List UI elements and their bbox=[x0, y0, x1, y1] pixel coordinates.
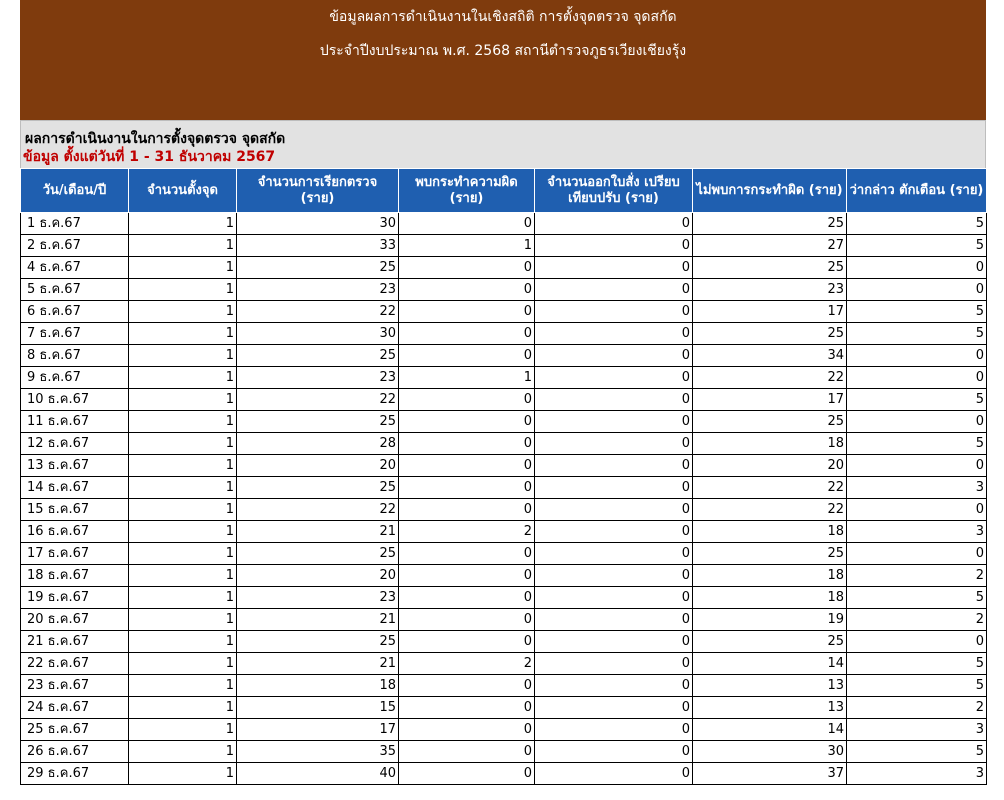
cell-checkpoints[interactable]: 1 bbox=[129, 345, 237, 367]
cell-offenses-found[interactable]: 0 bbox=[399, 741, 535, 763]
cell-fines-issued[interactable]: 0 bbox=[535, 719, 693, 741]
table-row bbox=[21, 521, 987, 543]
cell-no-offense[interactable]: 18 bbox=[693, 521, 847, 543]
cell-warnings[interactable]: 5 bbox=[847, 323, 987, 345]
cell-fines-issued[interactable]: 0 bbox=[535, 433, 693, 455]
cell-date[interactable]: 26 ธ.ค.67 bbox=[21, 741, 129, 763]
cell-date[interactable]: 19 ธ.ค.67 bbox=[21, 587, 129, 609]
cell-fines-issued[interactable]: 0 bbox=[535, 521, 693, 543]
cell-date[interactable]: 14 ธ.ค.67 bbox=[21, 477, 129, 499]
cell-checkpoints[interactable]: 1 bbox=[129, 565, 237, 587]
cell-warnings[interactable]: 5 bbox=[847, 741, 987, 763]
cell-offenses-found[interactable]: 0 bbox=[399, 323, 535, 345]
cell-inspections[interactable]: 20 bbox=[237, 565, 399, 587]
cell-date[interactable]: 16 ธ.ค.67 bbox=[21, 521, 129, 543]
cell-fines-issued[interactable]: 0 bbox=[535, 345, 693, 367]
cell-warnings[interactable]: 3 bbox=[847, 521, 987, 543]
cell-warnings[interactable]: 2 bbox=[847, 609, 987, 631]
cell-inspections[interactable]: 17 bbox=[237, 719, 399, 741]
cell-inspections[interactable]: 23 bbox=[237, 587, 399, 609]
cell-inspections[interactable]: 21 bbox=[237, 653, 399, 675]
cell-fines-issued[interactable]: 0 bbox=[535, 235, 693, 257]
column-header-inspections[interactable]: จำนวนการเรียกตรวจ (ราย) bbox=[237, 169, 399, 213]
table-row bbox=[21, 741, 987, 763]
table-row bbox=[21, 323, 987, 345]
cell-no-offense[interactable]: 19 bbox=[693, 609, 847, 631]
table-row bbox=[21, 609, 987, 631]
cell-warnings[interactable]: 5 bbox=[847, 433, 987, 455]
column-header-offenses-found[interactable]: พบกระทำความผิด (ราย) bbox=[399, 169, 535, 213]
cell-no-offense[interactable]: 17 bbox=[693, 389, 847, 411]
cell-inspections[interactable]: 21 bbox=[237, 521, 399, 543]
table-row bbox=[21, 499, 987, 521]
table-row bbox=[21, 675, 987, 697]
cell-warnings[interactable]: 0 bbox=[847, 499, 987, 521]
cell-no-offense[interactable]: 18 bbox=[693, 587, 847, 609]
table-header-row bbox=[21, 169, 987, 213]
cell-warnings[interactable]: 2 bbox=[847, 565, 987, 587]
cell-inspections[interactable]: 25 bbox=[237, 411, 399, 433]
table-row bbox=[21, 543, 987, 565]
table-row bbox=[21, 411, 987, 433]
cell-no-offense[interactable]: 22 bbox=[693, 499, 847, 521]
cell-checkpoints[interactable]: 1 bbox=[129, 521, 237, 543]
cell-date[interactable]: 2 ธ.ค.67 bbox=[21, 235, 129, 257]
cell-offenses-found[interactable]: 0 bbox=[399, 257, 535, 279]
cell-offenses-found[interactable]: 0 bbox=[399, 697, 535, 719]
cell-offenses-found[interactable]: 0 bbox=[399, 763, 535, 785]
cell-fines-issued[interactable]: 0 bbox=[535, 675, 693, 697]
cell-no-offense[interactable]: 25 bbox=[693, 257, 847, 279]
cell-fines-issued[interactable]: 0 bbox=[535, 543, 693, 565]
cell-warnings[interactable]: 3 bbox=[847, 719, 987, 741]
table-row bbox=[21, 235, 987, 257]
cell-fines-issued[interactable]: 0 bbox=[535, 213, 693, 235]
cell-fines-issued[interactable]: 0 bbox=[535, 587, 693, 609]
cell-no-offense[interactable]: 37 bbox=[693, 763, 847, 785]
cell-checkpoints[interactable]: 1 bbox=[129, 389, 237, 411]
cell-checkpoints[interactable]: 1 bbox=[129, 543, 237, 565]
cell-warnings[interactable]: 0 bbox=[847, 631, 987, 653]
cell-offenses-found[interactable]: 0 bbox=[399, 279, 535, 301]
cell-offenses-found[interactable]: 0 bbox=[399, 477, 535, 499]
cell-date[interactable]: 11 ธ.ค.67 bbox=[21, 411, 129, 433]
cell-checkpoints[interactable]: 1 bbox=[129, 367, 237, 389]
cell-warnings[interactable]: 0 bbox=[847, 455, 987, 477]
cell-offenses-found[interactable]: 2 bbox=[399, 521, 535, 543]
cell-fines-issued[interactable]: 0 bbox=[535, 565, 693, 587]
cell-date[interactable]: 8 ธ.ค.67 bbox=[21, 345, 129, 367]
table-row bbox=[21, 653, 987, 675]
cell-checkpoints[interactable]: 1 bbox=[129, 763, 237, 785]
cell-inspections[interactable]: 15 bbox=[237, 697, 399, 719]
cell-inspections[interactable]: 35 bbox=[237, 741, 399, 763]
cell-inspections[interactable]: 25 bbox=[237, 257, 399, 279]
cell-warnings[interactable]: 3 bbox=[847, 763, 987, 785]
cell-warnings[interactable]: 5 bbox=[847, 675, 987, 697]
cell-no-offense[interactable]: 30 bbox=[693, 741, 847, 763]
report-title-line1: ข้อมูลผลการดำเนินงานในเชิงสถิติ การตั้งจุดตรวจ จุดสกัด bbox=[329, 9, 677, 25]
cell-inspections[interactable]: 33 bbox=[237, 235, 399, 257]
cell-no-offense[interactable]: 25 bbox=[693, 323, 847, 345]
cell-fines-issued[interactable]: 0 bbox=[535, 653, 693, 675]
cell-no-offense[interactable]: 27 bbox=[693, 235, 847, 257]
cell-checkpoints[interactable]: 1 bbox=[129, 301, 237, 323]
section-header bbox=[20, 120, 986, 168]
cell-fines-issued[interactable]: 0 bbox=[535, 477, 693, 499]
cell-checkpoints[interactable]: 1 bbox=[129, 499, 237, 521]
table-row bbox=[21, 587, 987, 609]
cell-date[interactable]: 25 ธ.ค.67 bbox=[21, 719, 129, 741]
cell-no-offense[interactable]: 34 bbox=[693, 345, 847, 367]
table-row bbox=[21, 455, 987, 477]
cell-fines-issued[interactable]: 0 bbox=[535, 455, 693, 477]
cell-date[interactable]: 15 ธ.ค.67 bbox=[21, 499, 129, 521]
cell-offenses-found[interactable]: 0 bbox=[399, 631, 535, 653]
cell-checkpoints[interactable]: 1 bbox=[129, 279, 237, 301]
cell-offenses-found[interactable]: 0 bbox=[399, 565, 535, 587]
cell-no-offense[interactable]: 13 bbox=[693, 675, 847, 697]
cell-fines-issued[interactable]: 0 bbox=[535, 323, 693, 345]
column-header-fines-issued[interactable]: จำนวนออกใบสั่ง เปรียบเทียบปรับ (ราย) bbox=[535, 169, 693, 213]
cell-no-offense[interactable]: 22 bbox=[693, 477, 847, 499]
cell-inspections[interactable]: 25 bbox=[237, 345, 399, 367]
cell-fines-issued[interactable]: 0 bbox=[535, 301, 693, 323]
cell-warnings[interactable]: 0 bbox=[847, 367, 987, 389]
cell-checkpoints[interactable]: 1 bbox=[129, 609, 237, 631]
table-row bbox=[21, 301, 987, 323]
cell-inspections[interactable]: 22 bbox=[237, 389, 399, 411]
checkpoint-results-table bbox=[20, 168, 987, 785]
cell-fines-issued[interactable]: 0 bbox=[535, 411, 693, 433]
cell-inspections[interactable]: 23 bbox=[237, 279, 399, 301]
cell-date[interactable]: 23 ธ.ค.67 bbox=[21, 675, 129, 697]
cell-date[interactable]: 1 ธ.ค.67 bbox=[21, 213, 129, 235]
cell-offenses-found[interactable]: 0 bbox=[399, 499, 535, 521]
cell-checkpoints[interactable]: 1 bbox=[129, 455, 237, 477]
cell-inspections[interactable]: 30 bbox=[237, 213, 399, 235]
cell-offenses-found[interactable]: 1 bbox=[399, 235, 535, 257]
cell-date[interactable]: 13 ธ.ค.67 bbox=[21, 455, 129, 477]
cell-inspections[interactable]: 21 bbox=[237, 609, 399, 631]
cell-offenses-found[interactable]: 0 bbox=[399, 719, 535, 741]
cell-checkpoints[interactable]: 1 bbox=[129, 741, 237, 763]
cell-warnings[interactable]: 0 bbox=[847, 543, 987, 565]
cell-inspections[interactable]: 22 bbox=[237, 499, 399, 521]
cell-date[interactable]: 29 ธ.ค.67 bbox=[21, 763, 129, 785]
cell-checkpoints[interactable]: 1 bbox=[129, 411, 237, 433]
cell-inspections[interactable]: 28 bbox=[237, 433, 399, 455]
cell-fines-issued[interactable]: 0 bbox=[535, 257, 693, 279]
column-header-warnings[interactable]: ว่ากล่าว ตักเตือน (ราย) bbox=[847, 169, 987, 213]
cell-offenses-found[interactable]: 0 bbox=[399, 675, 535, 697]
cell-no-offense[interactable]: 25 bbox=[693, 213, 847, 235]
cell-warnings[interactable]: 5 bbox=[847, 653, 987, 675]
cell-inspections[interactable]: 20 bbox=[237, 455, 399, 477]
cell-inspections[interactable]: 22 bbox=[237, 301, 399, 323]
cell-checkpoints[interactable]: 1 bbox=[129, 433, 237, 455]
cell-no-offense[interactable]: 25 bbox=[693, 631, 847, 653]
cell-offenses-found[interactable]: 0 bbox=[399, 609, 535, 631]
cell-no-offense[interactable]: 17 bbox=[693, 301, 847, 323]
date-range-label: ข้อมูล ตั้งแต่วันที่ 1 - 31 ธันวาคม 2567 bbox=[23, 149, 276, 165]
cell-checkpoints[interactable]: 1 bbox=[129, 235, 237, 257]
cell-checkpoints[interactable]: 1 bbox=[129, 213, 237, 235]
cell-offenses-found[interactable]: 0 bbox=[399, 433, 535, 455]
cell-checkpoints[interactable]: 1 bbox=[129, 257, 237, 279]
cell-checkpoints[interactable]: 1 bbox=[129, 653, 237, 675]
cell-inspections[interactable]: 25 bbox=[237, 477, 399, 499]
table-row bbox=[21, 719, 987, 741]
cell-warnings[interactable]: 0 bbox=[847, 345, 987, 367]
table-row bbox=[21, 763, 987, 785]
cell-no-offense[interactable]: 13 bbox=[693, 697, 847, 719]
cell-offenses-found[interactable]: 2 bbox=[399, 653, 535, 675]
cell-inspections[interactable]: 30 bbox=[237, 323, 399, 345]
cell-no-offense[interactable]: 22 bbox=[693, 367, 847, 389]
cell-no-offense[interactable]: 14 bbox=[693, 719, 847, 741]
table-row bbox=[21, 697, 987, 719]
cell-date[interactable]: 9 ธ.ค.67 bbox=[21, 367, 129, 389]
cell-fines-issued[interactable]: 0 bbox=[535, 631, 693, 653]
table-row bbox=[21, 367, 987, 389]
cell-no-offense[interactable]: 18 bbox=[693, 565, 847, 587]
cell-checkpoints[interactable]: 1 bbox=[129, 477, 237, 499]
cell-no-offense[interactable]: 23 bbox=[693, 279, 847, 301]
cell-date[interactable]: 17 ธ.ค.67 bbox=[21, 543, 129, 565]
cell-date[interactable]: 4 ธ.ค.67 bbox=[21, 257, 129, 279]
cell-offenses-found[interactable]: 0 bbox=[399, 587, 535, 609]
cell-offenses-found[interactable]: 0 bbox=[399, 301, 535, 323]
cell-warnings[interactable]: 2 bbox=[847, 697, 987, 719]
cell-date[interactable]: 5 ธ.ค.67 bbox=[21, 279, 129, 301]
cell-offenses-found[interactable]: 0 bbox=[399, 389, 535, 411]
cell-date[interactable]: 10 ธ.ค.67 bbox=[21, 389, 129, 411]
cell-offenses-found[interactable]: 0 bbox=[399, 543, 535, 565]
cell-checkpoints[interactable]: 1 bbox=[129, 631, 237, 653]
cell-warnings[interactable]: 5 bbox=[847, 301, 987, 323]
cell-warnings[interactable]: 0 bbox=[847, 257, 987, 279]
cell-date[interactable]: 24 ธ.ค.67 bbox=[21, 697, 129, 719]
report-banner bbox=[20, 0, 986, 120]
cell-checkpoints[interactable]: 1 bbox=[129, 323, 237, 345]
cell-fines-issued[interactable]: 0 bbox=[535, 279, 693, 301]
column-header-date[interactable]: วัน/เดือน/ปี bbox=[21, 169, 129, 213]
cell-date[interactable]: 22 ธ.ค.67 bbox=[21, 653, 129, 675]
cell-offenses-found[interactable]: 0 bbox=[399, 345, 535, 367]
column-header-checkpoints[interactable]: จำนวนตั้งจุด bbox=[129, 169, 237, 213]
cell-fines-issued[interactable]: 0 bbox=[535, 499, 693, 521]
cell-date[interactable]: 18 ธ.ค.67 bbox=[21, 565, 129, 587]
table-row bbox=[21, 279, 987, 301]
cell-checkpoints[interactable]: 1 bbox=[129, 675, 237, 697]
cell-date[interactable]: 7 ธ.ค.67 bbox=[21, 323, 129, 345]
cell-no-offense[interactable]: 20 bbox=[693, 455, 847, 477]
cell-fines-issued[interactable]: 0 bbox=[535, 389, 693, 411]
cell-date[interactable]: 12 ธ.ค.67 bbox=[21, 433, 129, 455]
cell-date[interactable]: 20 ธ.ค.67 bbox=[21, 609, 129, 631]
cell-inspections[interactable]: 25 bbox=[237, 631, 399, 653]
cell-fines-issued[interactable]: 0 bbox=[535, 697, 693, 719]
cell-fines-issued[interactable]: 0 bbox=[535, 609, 693, 631]
cell-warnings[interactable]: 0 bbox=[847, 279, 987, 301]
cell-inspections[interactable]: 23 bbox=[237, 367, 399, 389]
table-row bbox=[21, 345, 987, 367]
table-row bbox=[21, 477, 987, 499]
cell-no-offense[interactable]: 18 bbox=[693, 433, 847, 455]
cell-checkpoints[interactable]: 1 bbox=[129, 719, 237, 741]
cell-offenses-found[interactable]: 0 bbox=[399, 455, 535, 477]
table-row bbox=[21, 389, 987, 411]
cell-checkpoints[interactable]: 1 bbox=[129, 697, 237, 719]
column-header-no-offense[interactable]: ไม่พบการกระทำผิด (ราย) bbox=[693, 169, 847, 213]
cell-warnings[interactable]: 5 bbox=[847, 213, 987, 235]
table-row bbox=[21, 213, 987, 235]
cell-inspections[interactable]: 18 bbox=[237, 675, 399, 697]
cell-warnings[interactable]: 5 bbox=[847, 235, 987, 257]
cell-offenses-found[interactable]: 0 bbox=[399, 411, 535, 433]
cell-checkpoints[interactable]: 1 bbox=[129, 587, 237, 609]
table-row bbox=[21, 631, 987, 653]
cell-inspections[interactable]: 25 bbox=[237, 543, 399, 565]
report-title-line2: ประจำปีงบประมาณ พ.ศ. 2568 สถานีตำรวจภูธรเวียงเชียงรุ้ง bbox=[319, 43, 687, 59]
cell-warnings[interactable]: 5 bbox=[847, 389, 987, 411]
table-row bbox=[21, 565, 987, 587]
cell-fines-issued[interactable]: 0 bbox=[535, 367, 693, 389]
cell-inspections[interactable]: 40 bbox=[237, 763, 399, 785]
cell-fines-issued[interactable]: 0 bbox=[535, 763, 693, 785]
cell-fines-issued[interactable]: 0 bbox=[535, 741, 693, 763]
cell-no-offense[interactable]: 25 bbox=[693, 543, 847, 565]
cell-date[interactable]: 6 ธ.ค.67 bbox=[21, 301, 129, 323]
cell-offenses-found[interactable]: 0 bbox=[399, 213, 535, 235]
cell-no-offense[interactable]: 25 bbox=[693, 411, 847, 433]
cell-no-offense[interactable]: 14 bbox=[693, 653, 847, 675]
cell-date[interactable]: 21 ธ.ค.67 bbox=[21, 631, 129, 653]
table-row bbox=[21, 257, 987, 279]
cell-warnings[interactable]: 0 bbox=[847, 411, 987, 433]
table-body bbox=[21, 213, 987, 785]
section-title: ผลการดำเนินงานในการตั้งจุดตรวจ จุดสกัด bbox=[25, 131, 286, 147]
cell-warnings[interactable]: 5 bbox=[847, 587, 987, 609]
cell-warnings[interactable]: 3 bbox=[847, 477, 987, 499]
cell-offenses-found[interactable]: 1 bbox=[399, 367, 535, 389]
table-row bbox=[21, 433, 987, 455]
